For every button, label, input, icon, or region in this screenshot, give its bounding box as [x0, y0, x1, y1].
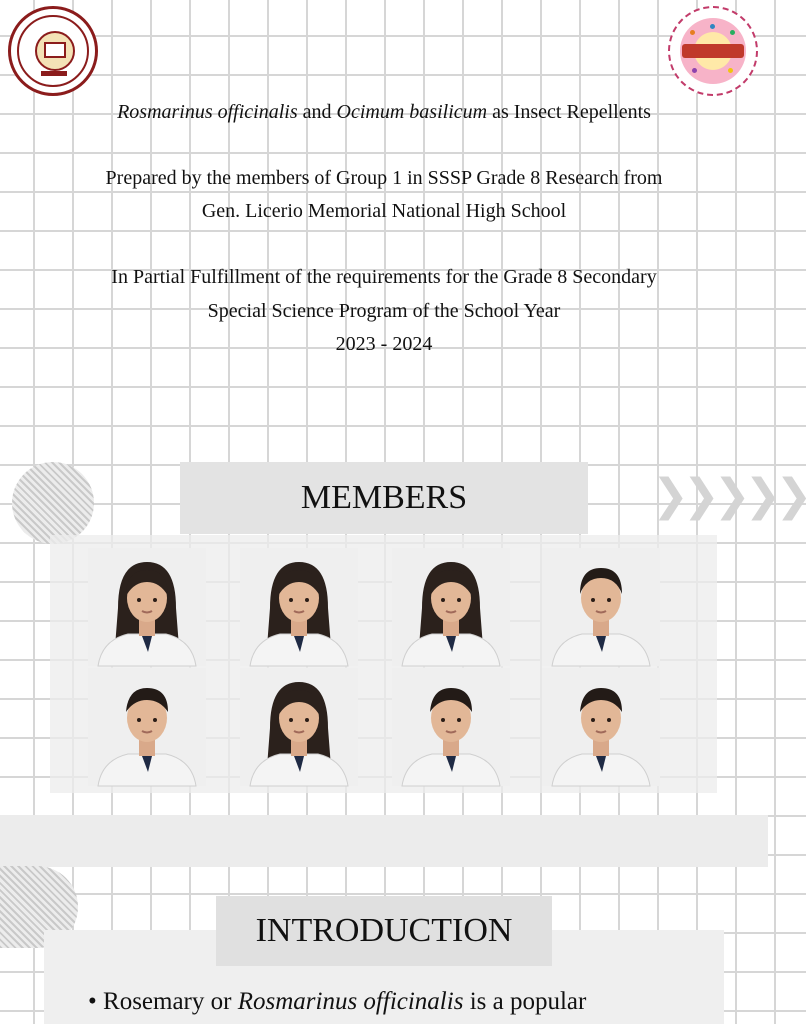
intro-text-start: Rosemary or [103, 988, 232, 1015]
prepared-by-line-1: Prepared by the members of Group 1 in SSSP Grade 8 Research from [105, 167, 663, 189]
fulfillment-line-1: In Partial Fulfillment of the requirements for the Grade 8 Secondary [111, 266, 657, 288]
prepared-by-line-2: Gen. Licerio Memorial National High School [201, 200, 567, 222]
member-portrait-placeholder [542, 668, 660, 786]
member-photo [542, 668, 660, 786]
title-suffix: as Insect Repellents [492, 101, 651, 123]
title-scientific-name-rosemary: Rosmarinus officinalis [117, 101, 298, 123]
title-scientific-name-basil: Ocimum basilicum [336, 101, 488, 123]
introduction-heading: INTRODUCTION [216, 896, 552, 966]
member-photo [88, 548, 206, 666]
member-photo [88, 668, 206, 786]
school-seal-icon [8, 6, 98, 96]
decorative-hatched-circle [12, 462, 94, 544]
member-portrait-placeholder [392, 548, 510, 666]
member-photo [392, 668, 510, 786]
member-portrait-placeholder [88, 548, 206, 666]
member-portrait-placeholder [240, 668, 358, 786]
member-photo [240, 548, 358, 666]
member-photo [392, 548, 510, 666]
special-science-class-seal-icon [668, 6, 758, 96]
fulfillment-line-2: Special Science Program of the School Year [207, 300, 561, 322]
bullet-icon: • [88, 988, 97, 1015]
intro-text-end: is a popular [469, 988, 587, 1015]
school-year: 2023 - 2024 [335, 333, 433, 355]
member-portrait-placeholder [240, 548, 358, 666]
section-divider-band [0, 815, 768, 867]
member-photo [542, 548, 660, 666]
decorative-chevrons-icon: ❯❯❯❯❯ [652, 470, 806, 521]
introduction-paragraph [88, 985, 688, 1019]
member-portrait-placeholder [392, 668, 510, 786]
member-portrait-placeholder [88, 668, 206, 786]
research-title [0, 96, 768, 129]
title-and: and [302, 101, 332, 123]
member-photo [240, 668, 358, 786]
members-heading: MEMBERS [180, 462, 588, 534]
intro-scientific-name: Rosmarinus officinalis [237, 988, 464, 1015]
member-portrait-placeholder [542, 548, 660, 666]
